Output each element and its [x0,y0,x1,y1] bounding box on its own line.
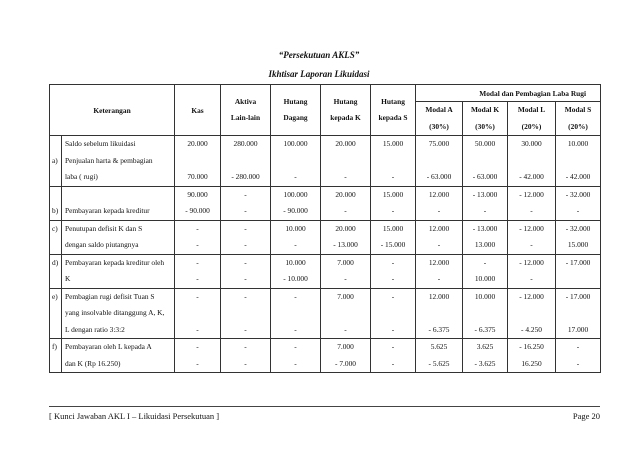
cell-modal-a: 12.000 - [416,186,463,220]
header-modal-l: Modal L (20%) [508,102,556,136]
row-key: e) [50,288,62,339]
document-title: “Persekutuan AKLS” [278,50,360,60]
cell-hutang-dagang: 10.000 - 10.000 [271,254,321,288]
cell-modal-a: 5.625 - 5.625 [416,339,463,373]
footer-title: [ Kunci Jawaban AKL I – Likuidasi Persekutuan ] [49,411,220,421]
cell-hutang-s: 15.000 - 15.000 [371,220,416,254]
cell-hutang-s: - - [371,288,416,339]
cell-kas: 20.000 70.000 [175,136,221,187]
cell-modal-s: - 17.000 [556,254,601,288]
cell-hutang-k: 20.000 - [321,186,371,220]
table-row [50,288,601,339]
row-label: Penutupan defisit K dan S dengan saldo piutangnya [62,220,175,254]
table-body [50,136,601,373]
table-row [50,220,601,254]
cell-modal-s: - 32.000 15.000 [556,220,601,254]
header-aktiva: Aktiva Lain-lain [221,85,271,136]
cell-aktiva: 280.000 - 280.000 [221,136,271,187]
cell-aktiva: - - [221,220,271,254]
cell-hutang-s: 15.000 - [371,186,416,220]
cell-modal-l: - 12.000 - 4.250 [508,288,556,339]
table-row [50,136,601,187]
row-key: b) [50,186,62,220]
table-row [50,339,601,373]
cell-kas: - - [175,254,221,288]
cell-hutang-k: 7.000 - 7.000 [321,339,371,373]
header-modal-s: Modal S (20%) [556,102,601,136]
cell-hutang-k: 20.000 - [321,136,371,187]
header-modal-group: Modal dan Pembagian Laba Rugi [416,85,601,102]
cell-modal-k: 10.000 - 6.375 [463,288,508,339]
cell-modal-l: - 12.000 - [508,186,556,220]
cell-modal-k: - 10.000 [463,254,508,288]
cell-modal-l: - 12.000 - [508,254,556,288]
header-hutang-s: Hutang kepada S [371,85,416,136]
table-header [50,85,601,136]
cell-modal-l: - 12.000 - [508,220,556,254]
cell-kas: - - [175,288,221,339]
cell-hutang-s: - - [371,339,416,373]
cell-modal-l: - 16.250 16.250 [508,339,556,373]
header-kas: Kas [175,85,221,136]
row-label: Pembayaran kepada kreditur oleh K [62,254,175,288]
cell-modal-s: - 32.000 - [556,186,601,220]
page-number: Page 20 [572,411,600,421]
liquidation-table [49,84,601,373]
cell-hutang-dagang: 10.000 - [271,220,321,254]
page-footer [49,406,600,421]
document-subtitle: Ikhtisar Laporan Likuidasi [268,69,370,79]
cell-hutang-s: 15.000 - [371,136,416,187]
cell-modal-a: 12.000 - 6.375 [416,288,463,339]
header-keterangan: Keterangan [50,85,175,136]
cell-hutang-dagang: - - [271,288,321,339]
cell-hutang-k: 7.000 - [321,254,371,288]
cell-modal-a: 75.000 - 63.000 [416,136,463,187]
table-row [50,254,601,288]
header-modal-k: Modal K (30%) [463,102,508,136]
cell-hutang-k: 20.000 - 13.000 [321,220,371,254]
header-hutang-dagang: Hutang Dagang [271,85,321,136]
row-key: f) [50,339,62,373]
cell-aktiva: - - [221,288,271,339]
cell-kas: - - [175,220,221,254]
cell-modal-s: - - [556,339,601,373]
cell-hutang-dagang: 100.000 - [271,136,321,187]
cell-aktiva: - - [221,186,271,220]
cell-modal-k: - 13.000 - [463,186,508,220]
cell-modal-k: 50.000 - 63.000 [463,136,508,187]
row-key: c) [50,220,62,254]
cell-modal-k: - 13.000 13.000 [463,220,508,254]
cell-kas: 90.000 - 90.000 [175,186,221,220]
cell-modal-a: 12.000 - [416,220,463,254]
cell-modal-k: 3.625 - 3.625 [463,339,508,373]
cell-modal-s: 10.000 - 42.000 [556,136,601,187]
cell-hutang-dagang: 100.000 - 90.000 [271,186,321,220]
row-label: Saldo sebelum likuidasi Penjualan harta & pembagian laba ( rugi) [62,136,175,187]
row-key: a) [50,136,62,187]
cell-aktiva: - - [221,339,271,373]
cell-hutang-dagang: - - [271,339,321,373]
cell-modal-l: 30.000 - 42.000 [508,136,556,187]
row-label: Pembayaran oleh L kepada A dan K (Rp 16.250) [62,339,175,373]
row-label: Pembayaran kepada kreditur [62,186,175,220]
table-row [50,186,601,220]
row-label: Pembagian rugi defisit Tuan S yang insolvable ditanggung A, K, L dengan ratio 3:3:2 [62,288,175,339]
cell-kas: - - [175,339,221,373]
cell-modal-a: 12.000 - [416,254,463,288]
cell-hutang-k: 7.000 - [321,288,371,339]
row-key: d) [50,254,62,288]
cell-hutang-s: - - [371,254,416,288]
header-hutang-k: Hutang kepada K [321,85,371,136]
header-modal-a: Modal A (30%) [416,102,463,136]
cell-aktiva: - - [221,254,271,288]
cell-modal-s: - 17.000 17.000 [556,288,601,339]
